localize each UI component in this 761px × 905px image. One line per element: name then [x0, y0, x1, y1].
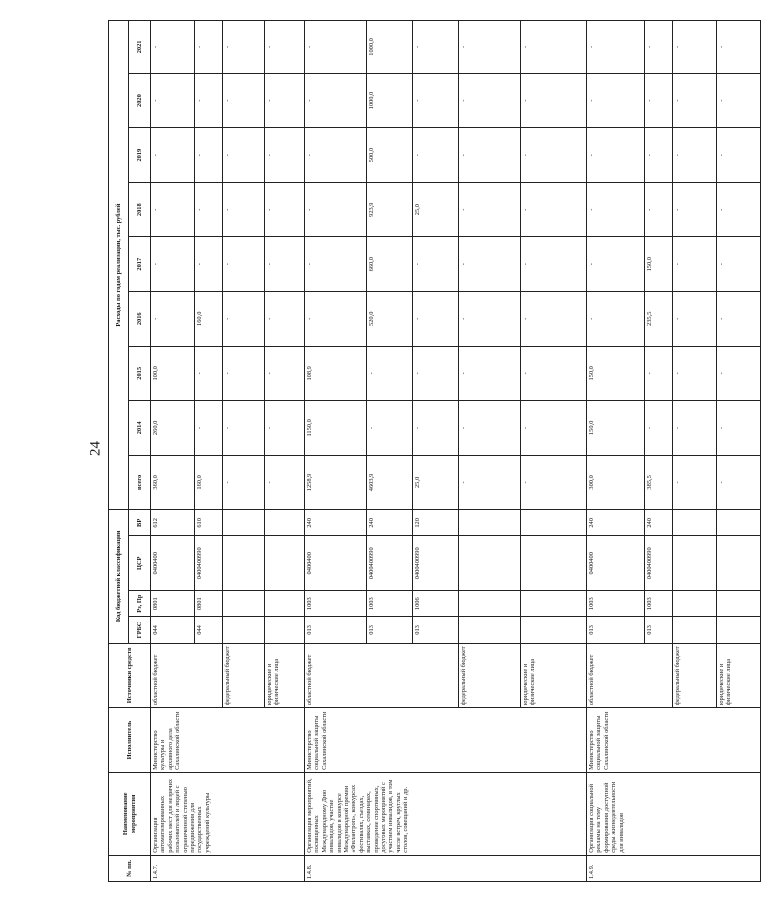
rzpr-cell: 0801 [195, 591, 223, 617]
grbs-cell: 044 [151, 617, 195, 643]
source-cell: областной бюджет [587, 643, 673, 708]
header-source: Источники средств [109, 643, 151, 708]
vr-cell: 120 [413, 510, 459, 536]
item-number: 1.4.9. [587, 855, 761, 881]
vr-cell: 240 [305, 510, 367, 536]
year-value-cell: - [521, 346, 587, 401]
year-value-cell: - [673, 237, 717, 292]
page-number: 24 [87, 441, 104, 456]
header-row-1 [109, 21, 129, 882]
grbs-cell [673, 617, 717, 643]
year-value-cell: - [413, 401, 459, 456]
header-year: 2015 [129, 346, 151, 401]
total-cell: 300,0 [587, 455, 645, 510]
item-number: 1.4.8. [305, 855, 587, 881]
header-vr: ВР [129, 510, 151, 536]
year-value-cell: 150,0 [645, 237, 673, 292]
vr-cell: 610 [195, 510, 223, 536]
year-value-cell: 660,0 [367, 237, 413, 292]
year-value-cell: - [151, 237, 195, 292]
year-value-cell: - [459, 292, 521, 347]
year-value-cell: - [521, 128, 587, 183]
year-value-cell: - [459, 182, 521, 237]
year-value-cell: - [195, 128, 223, 183]
year-value-cell: 160,0 [195, 292, 223, 347]
rzpr-cell: 1003 [367, 591, 413, 617]
header-year: 2021 [129, 21, 151, 74]
year-value-cell: - [673, 182, 717, 237]
year-value-cell: 260,0 [151, 401, 195, 456]
header-rzpr: Рз, Пр [129, 591, 151, 617]
grbs-cell [459, 617, 521, 643]
year-value-cell: 1000,0 [367, 21, 413, 74]
csr-cell [223, 536, 265, 591]
year-value-cell: - [413, 237, 459, 292]
csr-cell: 0400400990 [195, 536, 223, 591]
year-value-cell: - [223, 401, 265, 456]
year-value-cell: - [521, 182, 587, 237]
year-value-cell: 235,5 [645, 292, 673, 347]
year-value-cell: - [413, 21, 459, 74]
source-cell: областной бюджет [305, 643, 459, 708]
vr-cell: 240 [587, 510, 645, 536]
total-cell: 160,0 [195, 455, 223, 510]
item-number: 1.4.7. [151, 855, 305, 881]
year-value-cell: - [717, 346, 761, 401]
year-value-cell: - [645, 182, 673, 237]
header-year: 2017 [129, 237, 151, 292]
year-value-cell: - [521, 292, 587, 347]
year-value-cell: - [305, 128, 367, 183]
year-value-cell: - [459, 73, 521, 128]
year-value-cell: - [367, 401, 413, 456]
year-value-cell: - [151, 128, 195, 183]
grbs-cell: 013 [367, 617, 413, 643]
header-year: 2014 [129, 401, 151, 456]
grbs-cell [717, 617, 761, 643]
grbs-cell [265, 617, 305, 643]
year-value-cell: - [459, 21, 521, 74]
year-value-cell: - [413, 128, 459, 183]
year-value-cell: 520,0 [367, 292, 413, 347]
year-value-cell: - [367, 346, 413, 401]
rzpr-cell: 1003 [645, 591, 673, 617]
year-value-cell: - [413, 73, 459, 128]
year-value-cell: 1150,0 [305, 401, 367, 456]
rzpr-cell [673, 591, 717, 617]
year-value-cell: 150,0 [587, 346, 645, 401]
year-value-cell: - [645, 21, 673, 74]
year-value-cell: - [195, 73, 223, 128]
year-value-cell: - [459, 128, 521, 183]
grbs-cell: 013 [305, 617, 367, 643]
year-value-cell: - [151, 21, 195, 74]
rzpr-cell [521, 591, 587, 617]
year-value-cell: - [521, 21, 587, 74]
total-cell: - [223, 455, 265, 510]
csr-cell [717, 536, 761, 591]
year-value-cell: - [413, 346, 459, 401]
rzpr-cell: 1003 [305, 591, 367, 617]
vr-cell: 240 [645, 510, 673, 536]
source-cell: юридические и физические лица [717, 643, 761, 708]
year-value-cell: - [223, 292, 265, 347]
year-value-cell: - [265, 346, 305, 401]
total-cell: - [521, 455, 587, 510]
year-value-cell: - [645, 346, 673, 401]
vr-cell [673, 510, 717, 536]
year-value-cell: - [587, 73, 645, 128]
year-value-cell: - [673, 346, 717, 401]
year-value-cell: - [305, 73, 367, 128]
year-value-cell: - [717, 73, 761, 128]
header-year: 2018 [129, 182, 151, 237]
year-value-cell: - [587, 237, 645, 292]
year-value-cell: - [459, 401, 521, 456]
csr-cell: 0400400990 [367, 536, 413, 591]
vr-cell [521, 510, 587, 536]
vr-cell: 612 [151, 510, 195, 536]
rzpr-cell [459, 591, 521, 617]
year-value-cell: - [645, 73, 673, 128]
table-row [587, 21, 645, 882]
year-value-cell: - [717, 237, 761, 292]
year-value-cell: - [195, 237, 223, 292]
year-value-cell: - [265, 128, 305, 183]
csr-cell [265, 536, 305, 591]
table-row [151, 21, 195, 882]
year-value-cell: - [151, 182, 195, 237]
year-value-cell: 150,0 [587, 401, 645, 456]
executor-name: Министерство социальной защиты Сахалинской области [587, 708, 761, 773]
measure-name: Организация социальной рекламы на тему формирования доступной среды жизнедеятельности для инвалидов [587, 772, 761, 855]
year-value-cell: - [265, 182, 305, 237]
executor-name: Министерство социальной защиты Сахалинской области [305, 708, 587, 773]
year-value-cell: - [459, 346, 521, 401]
grbs-cell: 013 [413, 617, 459, 643]
year-value-cell: - [305, 182, 367, 237]
year-value-cell: - [521, 73, 587, 128]
grbs-cell: 044 [195, 617, 223, 643]
total-cell: 360,0 [151, 455, 195, 510]
source-cell: федеральный бюджет [223, 643, 265, 708]
year-value-cell: - [265, 237, 305, 292]
year-value-cell: - [717, 182, 761, 237]
year-value-cell: 100,0 [151, 346, 195, 401]
year-value-cell: 500,0 [367, 128, 413, 183]
year-value-cell: - [265, 292, 305, 347]
executor-name: Министерство культуры и архивного дела Сахалинской области [151, 708, 305, 773]
csr-cell [673, 536, 717, 591]
year-value-cell: - [223, 21, 265, 74]
header-year: 2016 [129, 292, 151, 347]
year-value-cell: - [645, 128, 673, 183]
source-cell: юридические и физические лица [521, 643, 587, 708]
source-cell: федеральный бюджет [459, 643, 521, 708]
total-cell: 25,0 [413, 455, 459, 510]
year-value-cell: - [151, 73, 195, 128]
year-value-cell: - [223, 128, 265, 183]
total-cell: 385,5 [645, 455, 673, 510]
header-budget-group: Код бюджетной классификации [109, 510, 129, 643]
year-value-cell: - [223, 73, 265, 128]
rzpr-cell: 0801 [151, 591, 195, 617]
rzpr-cell [223, 591, 265, 617]
header-total: всего [129, 455, 151, 510]
rzpr-cell: 1006 [413, 591, 459, 617]
year-value-cell: - [265, 401, 305, 456]
vr-cell [265, 510, 305, 536]
measure-name: Организация мероприятий, посвященных Международному Дню инвалидов, участие инвалидов в конкурсе Международной премии «Филантроп», конкурсах фестивалях, съездах, выставках, семинарах, проведение спортивных, досуговых мероприятий с участием инвалидов, в том числе встреч, круглых столов, совещаний и др. [305, 772, 587, 855]
year-value-cell: - [717, 401, 761, 456]
year-value-cell: - [265, 73, 305, 128]
year-value-cell: - [673, 128, 717, 183]
year-value-cell: - [717, 128, 761, 183]
header-csr: ЦСР [129, 536, 151, 591]
year-value-cell: - [223, 182, 265, 237]
header-year: 2019 [129, 128, 151, 183]
csr-cell: 0400400 [305, 536, 367, 591]
year-value-cell: - [305, 237, 367, 292]
year-value-cell: - [587, 128, 645, 183]
year-value-cell: - [305, 292, 367, 347]
year-value-cell: - [673, 73, 717, 128]
year-value-cell: 1000,0 [367, 73, 413, 128]
header-name: Наименование мероприятия [109, 772, 151, 855]
total-cell: - [717, 455, 761, 510]
rzpr-cell [717, 591, 761, 617]
grbs-cell: 013 [587, 617, 645, 643]
year-value-cell: - [673, 21, 717, 74]
year-value-cell: 108,9 [305, 346, 367, 401]
year-value-cell: - [673, 401, 717, 456]
year-value-cell: - [223, 237, 265, 292]
vr-cell [717, 510, 761, 536]
year-value-cell: - [717, 21, 761, 74]
table-row [305, 21, 367, 882]
csr-cell [521, 536, 587, 591]
grbs-cell: 013 [645, 617, 673, 643]
year-value-cell: - [587, 292, 645, 347]
budget-table [108, 20, 761, 882]
header-year: 2020 [129, 73, 151, 128]
grbs-cell [521, 617, 587, 643]
header-expense-group: Расходы по годам реализации, тыс. рублей [109, 21, 129, 510]
year-value-cell: - [223, 346, 265, 401]
year-value-cell: - [195, 182, 223, 237]
year-value-cell: 25,0 [413, 182, 459, 237]
year-value-cell: - [717, 292, 761, 347]
csr-cell: 0400400 [151, 536, 195, 591]
source-cell: юридические и физические лица [265, 643, 305, 708]
rotated-page-area [108, 20, 733, 882]
vr-cell [459, 510, 521, 536]
table-body [151, 21, 761, 882]
total-cell: 4603,9 [367, 455, 413, 510]
rzpr-cell: 1003 [587, 591, 645, 617]
csr-cell: 0400400990 [413, 536, 459, 591]
year-value-cell: - [151, 292, 195, 347]
total-cell: - [459, 455, 521, 510]
year-value-cell: 923,9 [367, 182, 413, 237]
year-value-cell: - [521, 401, 587, 456]
year-value-cell: - [305, 21, 367, 74]
measure-name: Организация автоматизированных рабочих мест для незрячих пользователей и людей с ограниченной степенью передвижения для государственных учреждений культуры [151, 772, 305, 855]
rzpr-cell [265, 591, 305, 617]
year-value-cell: - [459, 237, 521, 292]
year-value-cell: - [265, 21, 305, 74]
grbs-cell [223, 617, 265, 643]
csr-cell [459, 536, 521, 591]
source-cell: федеральный бюджет [673, 643, 717, 708]
year-value-cell: - [673, 292, 717, 347]
source-cell: областной бюджет [151, 643, 223, 708]
total-cell: 1258,9 [305, 455, 367, 510]
year-value-cell: - [645, 401, 673, 456]
year-value-cell: - [195, 401, 223, 456]
total-cell: - [673, 455, 717, 510]
year-value-cell: - [195, 21, 223, 74]
vr-cell [223, 510, 265, 536]
header-num: № пп. [109, 855, 151, 881]
header-executor: Исполнитель [109, 708, 151, 773]
year-value-cell: - [521, 237, 587, 292]
total-cell: - [265, 455, 305, 510]
year-value-cell: - [587, 182, 645, 237]
csr-cell: 0400400990 [645, 536, 673, 591]
rotated-table-wrapper [108, 20, 733, 882]
year-value-cell: - [587, 21, 645, 74]
vr-cell: 240 [367, 510, 413, 536]
year-value-cell: - [195, 346, 223, 401]
header-grbs: ГРБС [129, 617, 151, 643]
csr-cell: 0400400 [587, 536, 645, 591]
year-value-cell: - [413, 292, 459, 347]
